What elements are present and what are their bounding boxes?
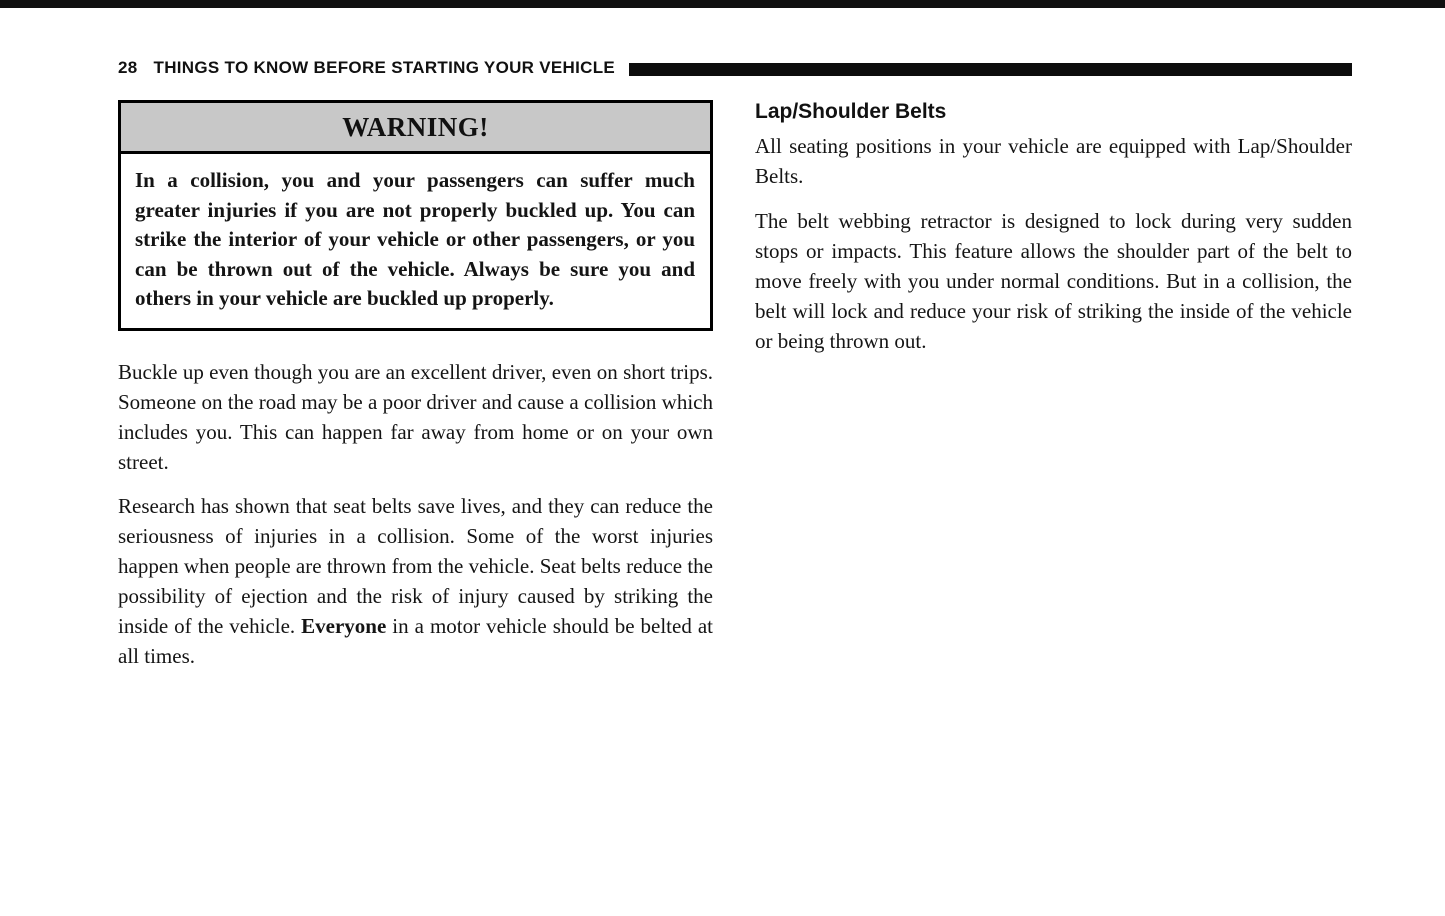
section-heading: Lap/Shoulder Belts xyxy=(755,100,947,123)
header-rule-bar xyxy=(629,63,1352,76)
paragraph-text: in a motor vehicle should be belted at all times. xyxy=(118,613,713,668)
left-column xyxy=(118,100,713,685)
body-paragraph-2 xyxy=(118,491,713,671)
page-top-edge xyxy=(0,0,1445,8)
right-column xyxy=(755,100,1352,371)
header-title: THINGS TO KNOW BEFORE STARTING YOUR VEHICLE xyxy=(153,58,616,77)
paragraph-text: Research has shown that seat belts save lives, and they can reduce the seriousness of injuries in a collision. Some of the worst injuries happen when people are thrown from the vehicle. Seat belts reduce the possibility of ejection and the risk of injury caused by striking the inside of the vehicle. xyxy=(118,493,713,638)
body-paragraph-1: Buckle up even though you are an excellent driver, even on short trips. Someone on the road may be a poor driver and cause a collision which includes you. This can happen far away from home or on your own street. xyxy=(118,359,713,474)
paragraph-bold-text: Everyone xyxy=(301,613,387,638)
right-paragraph-2: The belt webbing retractor is designed to lock during very sudden stops or impacts. This feature allows the shoulder part of the belt to move freely with you under normal conditions. But in a collision, the belt will lock and reduce your risk of striking the inside of the vehicle or being thrown out. xyxy=(755,209,1352,353)
warning-body-text: In a collision, you and your passengers can suffer much greater injuries if you are not properly buckled up. You can strike the interior of your vehicle or other passengers, or you can be thrown out of the vehicle. Always be sure you and others in your vehicle are buckled up properly. xyxy=(135,168,695,310)
left-body-text xyxy=(118,357,713,671)
page-header xyxy=(118,58,1352,78)
warning-title: WARNING! xyxy=(121,103,710,154)
right-paragraph-1: All seating positions in your vehicle are equipped with Lap/Shoulder Belts. xyxy=(755,134,1352,188)
warning-box xyxy=(118,100,713,331)
page-number: 28 xyxy=(118,58,138,77)
